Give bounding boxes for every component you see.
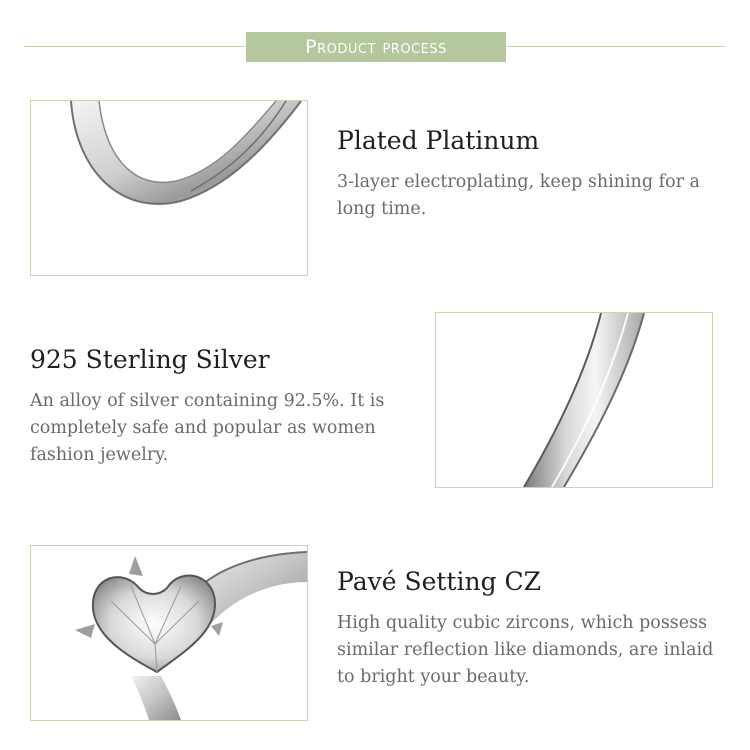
ring-band-curve-closeup xyxy=(31,101,307,275)
header-rule-left xyxy=(24,46,246,47)
feature-title: Pavé Setting CZ xyxy=(337,567,542,596)
feature-description: High quality cubic zircons, which possess similar reflection like diamonds, are inlaid to bright your beauty. xyxy=(337,613,714,687)
heart-cz-stone-closeup xyxy=(31,546,307,720)
ring-band-arc-closeup xyxy=(436,313,712,487)
feature-description: An alloy of silver containing 92.5%. It is completely safe and popular as women fashion jewelry. xyxy=(30,391,385,465)
header-rule-right xyxy=(506,46,726,47)
feature-description: 3-layer electroplating, keep shining for a long time. xyxy=(337,172,700,219)
feature-title: Plated Platinum xyxy=(337,126,540,155)
section-title: Product process xyxy=(246,32,506,62)
feature-image-plated-platinum xyxy=(30,100,308,276)
feature-image-pave-setting xyxy=(30,545,308,721)
feature-image-sterling-silver xyxy=(435,312,713,488)
feature-title: 925 Sterling Silver xyxy=(30,345,270,374)
